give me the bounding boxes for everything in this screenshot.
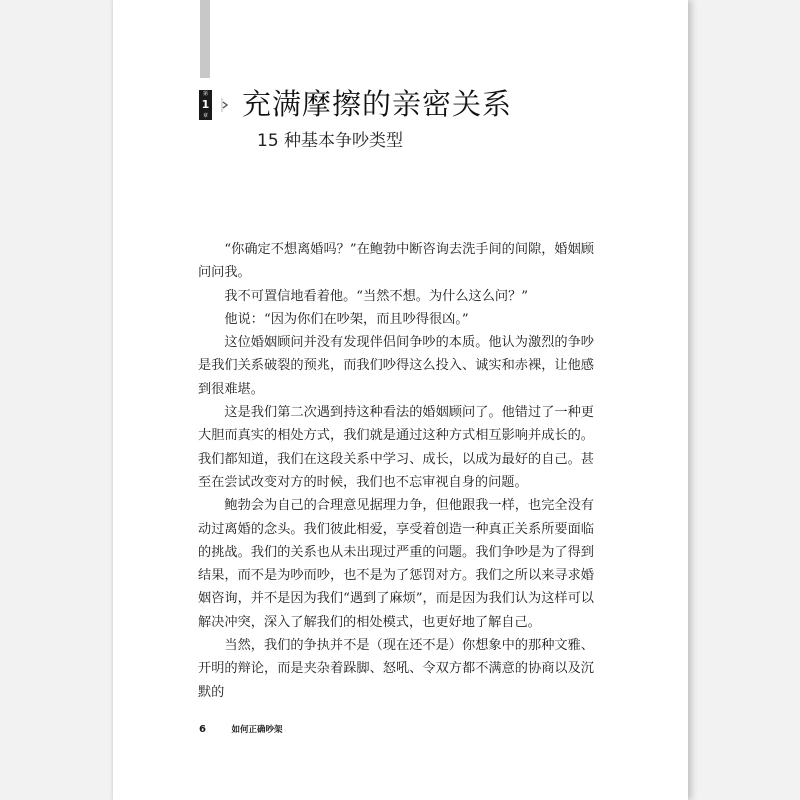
paragraph: 鲍勃会为自己的合理意见据理力争，但他跟我一样，也完全没有动过离婚的念头。我们彼此相爱，享受着创造一种真正关系所要面临的挑战。我们的关系也从未出现过严重的问题。我们争吵是为了得到结果，而不是为吵而吵，也不是为了惩罚对方。我们之所以来寻求婚姻咨询，并不是因为我们“遇到了麻烦”，而是因为我们认为这样可以解决冲突，深入了解我们的相处模式，也更好地了解自己。: [198, 498, 594, 630]
chapter-title: 充满摩擦的亲密关系: [242, 87, 513, 121]
paragraph: 他说：“因为你们在吵架，而且吵得很凶。”: [224, 311, 469, 327]
chapter-subtitle: 15 种基本争吵类型: [257, 131, 404, 151]
paragraph: 当然，我们的争执并不是（现在还不是）你想象中的那种文雅、开明的辩论，而是夹杂着跺脚、怒吼、令双方都不满意的协商以及沉默的: [198, 638, 594, 700]
chapter-number-badge: [199, 90, 212, 120]
chapter-badge-number: 1: [201, 98, 210, 111]
chapter-badge-prefix: 第: [202, 91, 208, 97]
chapter-badge-suffix: 章: [202, 113, 208, 119]
chevron-right-icon: [220, 94, 230, 116]
paragraph: “你确定不想离婚吗？”在鲍勃中断咨询去洗手间的间隙，婚姻顾问问我。: [198, 242, 594, 281]
page-footer: [199, 723, 282, 735]
chapter-side-bar: [200, 0, 210, 78]
paragraph: 我不可置信地看着他。“当然不想。为什么这么问？”: [224, 288, 528, 304]
running-book-title: 如何正确吵架: [231, 725, 283, 735]
page-number: 6: [199, 724, 206, 735]
body-text: [198, 238, 594, 704]
paragraph: 这位婚姻顾问并没有发现伴侣间争吵的本质。他认为激烈的争吵是我们关系破裂的预兆，而我们吵得这么投入、诚实和赤裸，让他感到很难堪。: [198, 335, 594, 397]
paragraph: 这是我们第二次遇到持这种看法的婚姻顾问了。他错过了一种更大胆而真实的相处方式，我们就是通过这种方式相互影响并成长的。我们都知道，我们在这段关系中学习、成长，以成为最好的自己。甚至在尝试改变对方的时候，我们也不忘审视自身的问题。: [198, 405, 594, 490]
